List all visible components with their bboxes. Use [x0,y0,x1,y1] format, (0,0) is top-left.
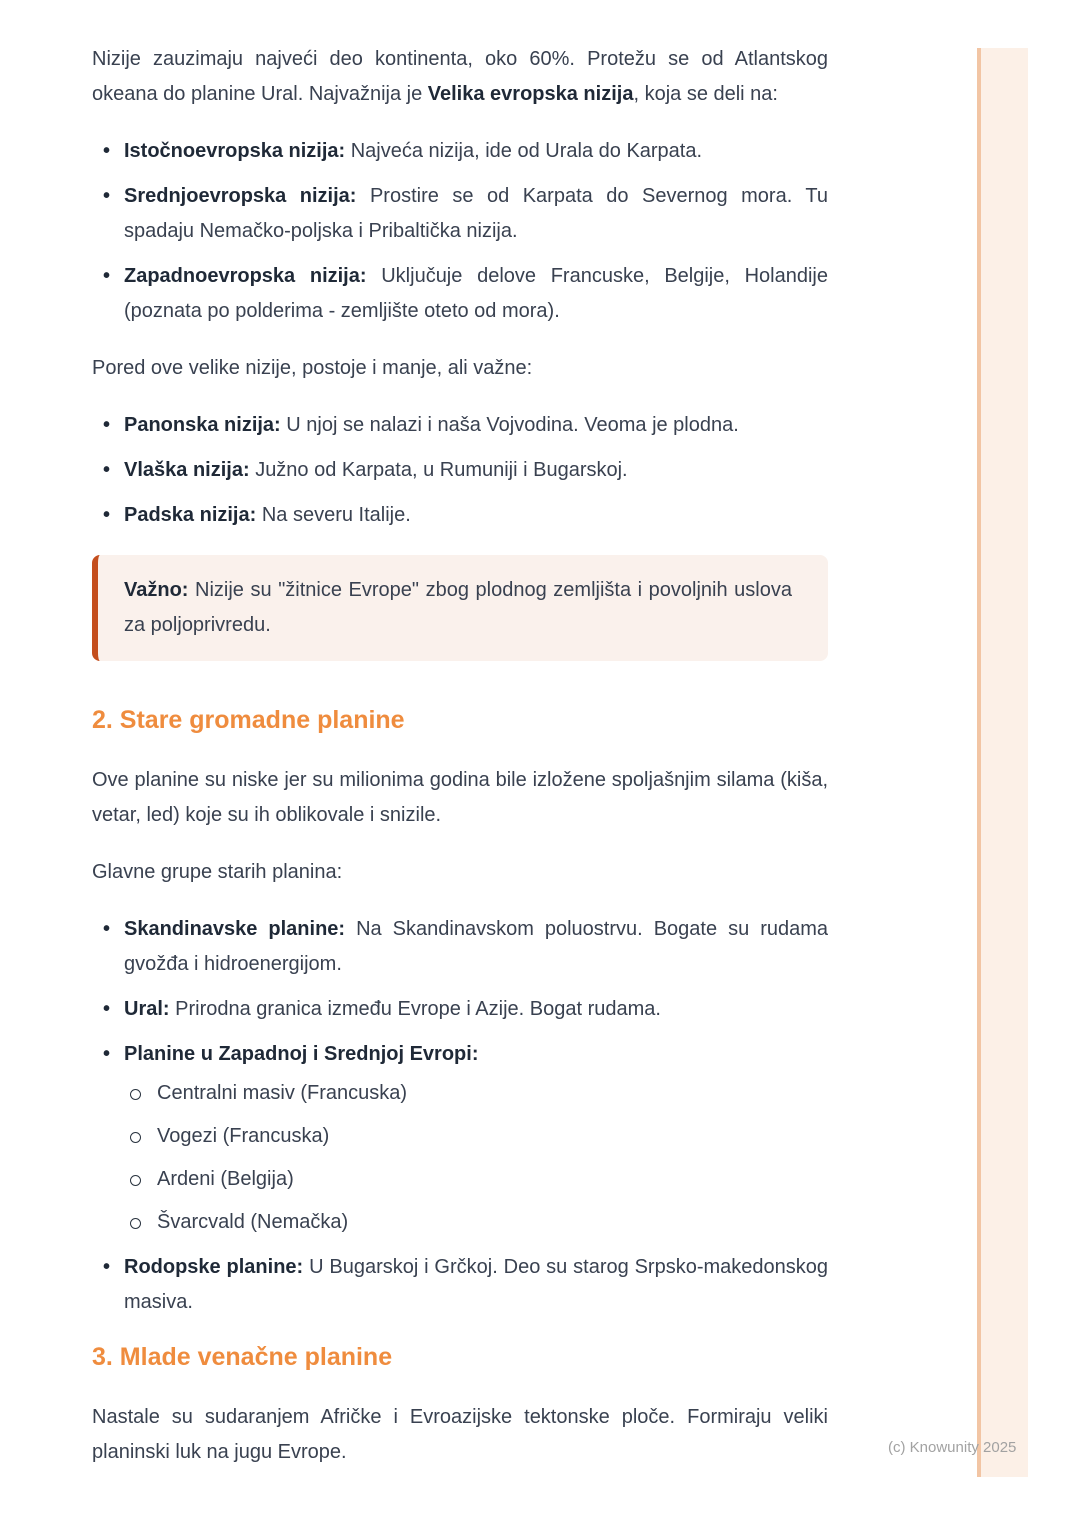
callout-paragraph [124,573,792,643]
sublist-item: Ardeni (Belgija) [124,1162,828,1197]
intro-text-before: Nizije zauzimaju najveći deo kontinenta, oko 60%. Protežu se od Atlantskog okeana do planine Ural. Najvažnija je [92,48,828,105]
item-term: Srednjoevropska nizija: [124,185,357,207]
young-mountains-paragraph: Nastale su sudaranjem Afričke i Evroazijske tektonske ploče. Formiraju veliki planinski luk na jugu Evrope. [92,1406,828,1463]
sublist-item: Švarcvald (Nemačka) [124,1205,828,1240]
item-text: Uključuje delove Francuske, Belgije, Holandije (poznata po polderima - zemljište oteto od mora). [124,265,829,322]
section-heading-old-mountains: 2. Stare gromadne planine [92,706,405,734]
list-item [92,1037,828,1240]
item-term: Planine u Zapadnoj i Srednjoj Evropi: [124,1043,479,1065]
intro-paragraph [92,42,828,112]
western-central-sublist [124,1076,828,1240]
list-item [92,179,828,249]
list-item [92,992,828,1027]
list-item [92,453,828,488]
page-accent-stripe [977,48,1028,1477]
intro-text-after: , koja se deli na: [633,83,778,105]
sublist-item: Centralni masiv (Francuska) [124,1076,828,1111]
list-item [92,134,828,169]
item-text: Na Skandinavskom poluostrvu. Bogate su rudama gvožđa i hidroenergijom. [124,918,829,975]
item-text: Na severu Italije. [261,504,411,526]
item-term: Padska nizija: [124,504,257,526]
major-plains-list [92,134,828,329]
list-item [92,1250,828,1320]
callout-text: Nizije su "žitnice Evrope" zbog plodnog zemljišta i povoljnih uslova za poljoprivredu. [124,579,792,636]
item-term: Zapadnoevropska nizija: [124,265,367,287]
list-item [92,912,828,982]
item-term: Panonska nizija: [124,414,281,436]
sublist-item: Vogezi (Francuska) [124,1119,828,1154]
document-body [92,42,828,1492]
callout-label: Važno: [124,579,189,601]
list-item [92,498,828,533]
item-term: Ural: [124,998,170,1020]
item-term: Rodopske planine: [124,1256,304,1278]
old-mountains-paragraph: Ove planine su niske jer su milionima godina bile izložene spoljašnjim silama (kiša, vetar, led) koje su ih oblikovale i snizile. [92,769,828,826]
item-term: Skandinavske planine: [124,918,346,940]
section-heading-young-mountains: 3. Mlade venačne planine [92,1343,393,1371]
item-text: U njoj se nalazi i naša Vojvodina. Veoma je plodna. [286,414,739,436]
item-term: Istočnoevropska nizija: [124,140,346,162]
list-item [92,259,828,329]
minor-plains-intro: Pored ove velike nizije, postoje i manje, ali važne: [92,357,533,379]
item-text: Južno od Karpata, u Rumuniji i Bugarskoj. [255,459,628,481]
important-callout [92,555,828,661]
item-term: Vlaška nizija: [124,459,250,481]
minor-plains-list [92,408,828,533]
old-mountains-list [92,912,828,1320]
item-text: Prirodna granica između Evrope i Azije. Bogat rudama. [175,998,661,1020]
item-text: Najveća nizija, ide od Urala do Karpata. [350,140,703,162]
old-mountains-groups-intro: Glavne grupe starih planina: [92,861,343,883]
item-text: Prostire se od Karpata do Severnog mora. Tu spadaju Nemačko-poljska i Pribaltička nizija. [124,185,828,242]
intro-bold-term: Velika evropska nizija [427,83,634,105]
copyright-watermark: (c) Knowunity 2025 [888,1439,1017,1456]
item-text: U Bugarskoj i Grčkoj. Deo su starog Srpsko-makedonskog masiva. [124,1256,829,1313]
list-item [92,408,828,443]
